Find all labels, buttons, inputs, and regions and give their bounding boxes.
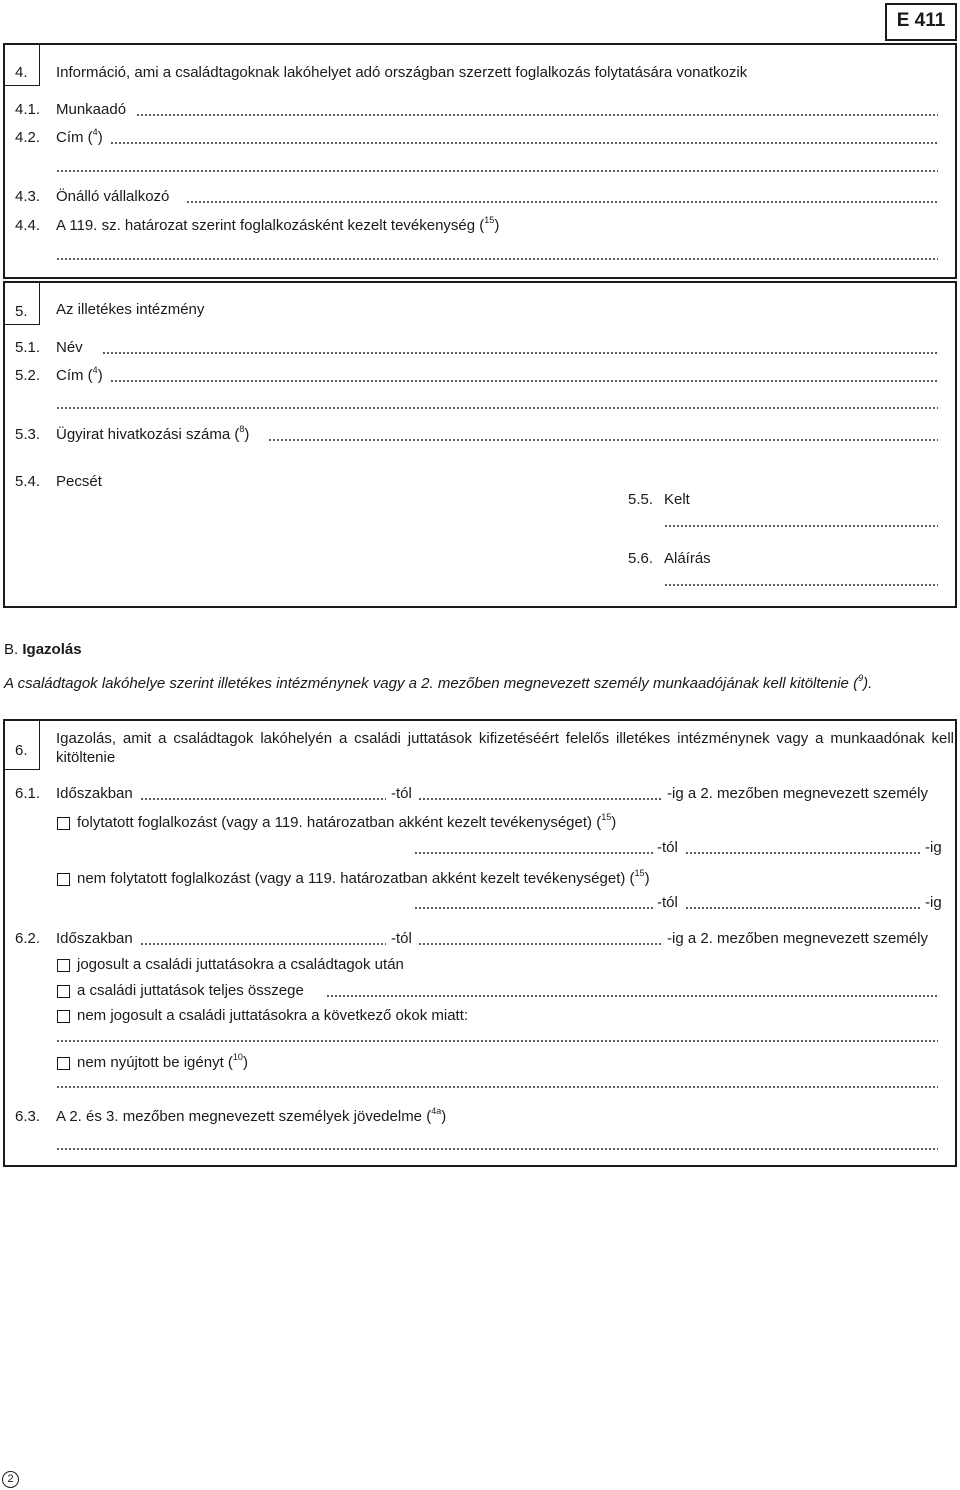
period-to-field-6-1[interactable] xyxy=(418,795,662,801)
checkbox-entitled[interactable] xyxy=(57,959,70,972)
item-4-2-label: Cím ($^4$) xyxy=(56,127,103,146)
from-suffix: -tól xyxy=(657,839,678,856)
item-5-1-label: Név xyxy=(56,339,83,356)
option-not-employed-label: nem folytatott foglalkozást (vagy a 119. határozatban akként kezelt tevékenységet) ($^{15}$) xyxy=(77,868,650,887)
option-employed-label: folytatott foglalkozást (vagy a 119. határozatban akként kezelt tevékenységet) ($^{15}$) xyxy=(77,812,617,831)
item-4-4-number: 4.4. xyxy=(15,217,41,234)
option-entitled-label: jogosult a családi juttatásokra a családtagok után xyxy=(77,956,404,973)
item-5-3-label: Ügyirat hivatkozási száma ($^8$) xyxy=(56,424,250,443)
option-no-claim-label: nem nyújtott be igényt ($^{10}$) xyxy=(77,1052,248,1071)
checkbox-not-entitled[interactable] xyxy=(57,1010,70,1023)
institution-name-field[interactable] xyxy=(102,349,938,355)
item-4-1-number: 4.1. xyxy=(15,101,41,118)
no-claim-field[interactable] xyxy=(56,1083,938,1089)
reference-number-field[interactable] xyxy=(268,436,938,442)
item-5-5-number: 5.5. xyxy=(628,491,654,508)
employer-field[interactable] xyxy=(136,111,938,117)
item-5-2-label: Cím ($^4$) xyxy=(56,365,103,384)
institution-address-line-2[interactable] xyxy=(56,404,938,410)
item-4-1-label: Munkaadó xyxy=(56,101,127,118)
period-from-field-6-1[interactable] xyxy=(140,795,386,801)
item-6-2-number: 6.2. xyxy=(15,930,41,947)
section-4-number: 4. xyxy=(15,64,28,81)
checkbox-not-employed[interactable] xyxy=(57,873,70,886)
from-suffix: -tól xyxy=(391,930,412,947)
item-5-6-number: 5.6. xyxy=(628,550,654,567)
to-suffix: -ig xyxy=(925,894,942,911)
income-field[interactable] xyxy=(56,1145,938,1151)
item-5-4-number: 5.4. xyxy=(15,473,41,490)
section-4-title: Információ, ami a családtagoknak lakóhelyet adó országban szerzett foglalkozás folytatására vonatkozik xyxy=(56,64,748,81)
address-field-line-1[interactable] xyxy=(110,139,938,145)
to-suffix: -ig xyxy=(925,839,942,856)
section-6-number: 6. xyxy=(15,742,28,759)
total-amount-field[interactable] xyxy=(326,992,938,998)
page-number: 2 xyxy=(2,1471,19,1488)
item-4-2-number: 4.2. xyxy=(15,129,41,146)
employed-from-field[interactable] xyxy=(414,849,654,855)
part-b-heading: B. Igazolás xyxy=(4,641,82,658)
item-5-5-label: Kelt xyxy=(664,491,690,508)
from-suffix: -tól xyxy=(657,894,678,911)
self-employed-field[interactable] xyxy=(186,198,938,204)
checkbox-no-claim[interactable] xyxy=(57,1057,70,1070)
section-5-number: 5. xyxy=(15,303,28,320)
option-not-entitled-label: nem jogosult a családi juttatásokra a következő okok miatt: xyxy=(77,1007,469,1024)
address-field-line-2[interactable] xyxy=(56,167,938,173)
item-6-3-number: 6.3. xyxy=(15,1108,41,1125)
part-b-note: A családtagok lakóhelye szerint illetékes intézménynek vagy a 2. mezőben megnevezett személy munkaadójának kell kitöltenie ($^9$). xyxy=(4,673,873,692)
not-employed-to-field[interactable] xyxy=(685,904,921,910)
item-6-1-number: 6.1. xyxy=(15,785,41,802)
item-4-4-label: A 119. sz. határozat szerint foglalkozásként kezelt tevékenység ($^{15}$) xyxy=(56,215,500,234)
item-5-3-number: 5.3. xyxy=(15,426,41,443)
checkbox-employed[interactable] xyxy=(57,817,70,830)
option-total-amount-label: a családi juttatások teljes összege xyxy=(77,982,304,999)
institution-address-line-1[interactable] xyxy=(110,377,938,383)
activity-field[interactable] xyxy=(56,255,938,261)
section-6-title: Igazolás, amit a családtagok lakóhelyén a családi juttatások kifizetéséért felelős illetékes intézménynek vagy a munkaadónak kell kitöltenie xyxy=(56,730,954,766)
section-5-title: Az illetékes intézmény xyxy=(56,301,205,318)
form-code: E 411 xyxy=(896,10,946,31)
checkbox-total-amount[interactable] xyxy=(57,985,70,998)
date-field[interactable] xyxy=(664,522,938,528)
period-to-field-6-2[interactable] xyxy=(418,940,662,946)
item-5-6-label: Aláírás xyxy=(664,550,711,567)
item-6-1-label: Időszakban xyxy=(56,785,133,802)
item-5-1-number: 5.1. xyxy=(15,339,41,356)
item-4-3-label: Önálló vállalkozó xyxy=(56,188,170,205)
to-suffix-person: -ig a 2. mezőben megnevezett személy xyxy=(667,930,928,947)
item-6-2-label: Időszakban xyxy=(56,930,133,947)
from-suffix: -tól xyxy=(391,785,412,802)
employed-to-field[interactable] xyxy=(685,849,921,855)
item-5-4-label: Pecsét xyxy=(56,473,102,490)
to-suffix-person: -ig a 2. mezőben megnevezett személy xyxy=(667,785,928,802)
period-from-field-6-2[interactable] xyxy=(140,940,386,946)
not-entitled-reasons-field[interactable] xyxy=(56,1037,938,1043)
item-4-3-number: 4.3. xyxy=(15,188,41,205)
not-employed-from-field[interactable] xyxy=(414,904,654,910)
item-5-2-number: 5.2. xyxy=(15,367,41,384)
item-6-3-label: A 2. és 3. mezőben megnevezett személyek jövedelme ($^{4a}$) xyxy=(56,1106,447,1125)
signature-field[interactable] xyxy=(664,581,938,587)
section-5-box xyxy=(3,281,957,608)
